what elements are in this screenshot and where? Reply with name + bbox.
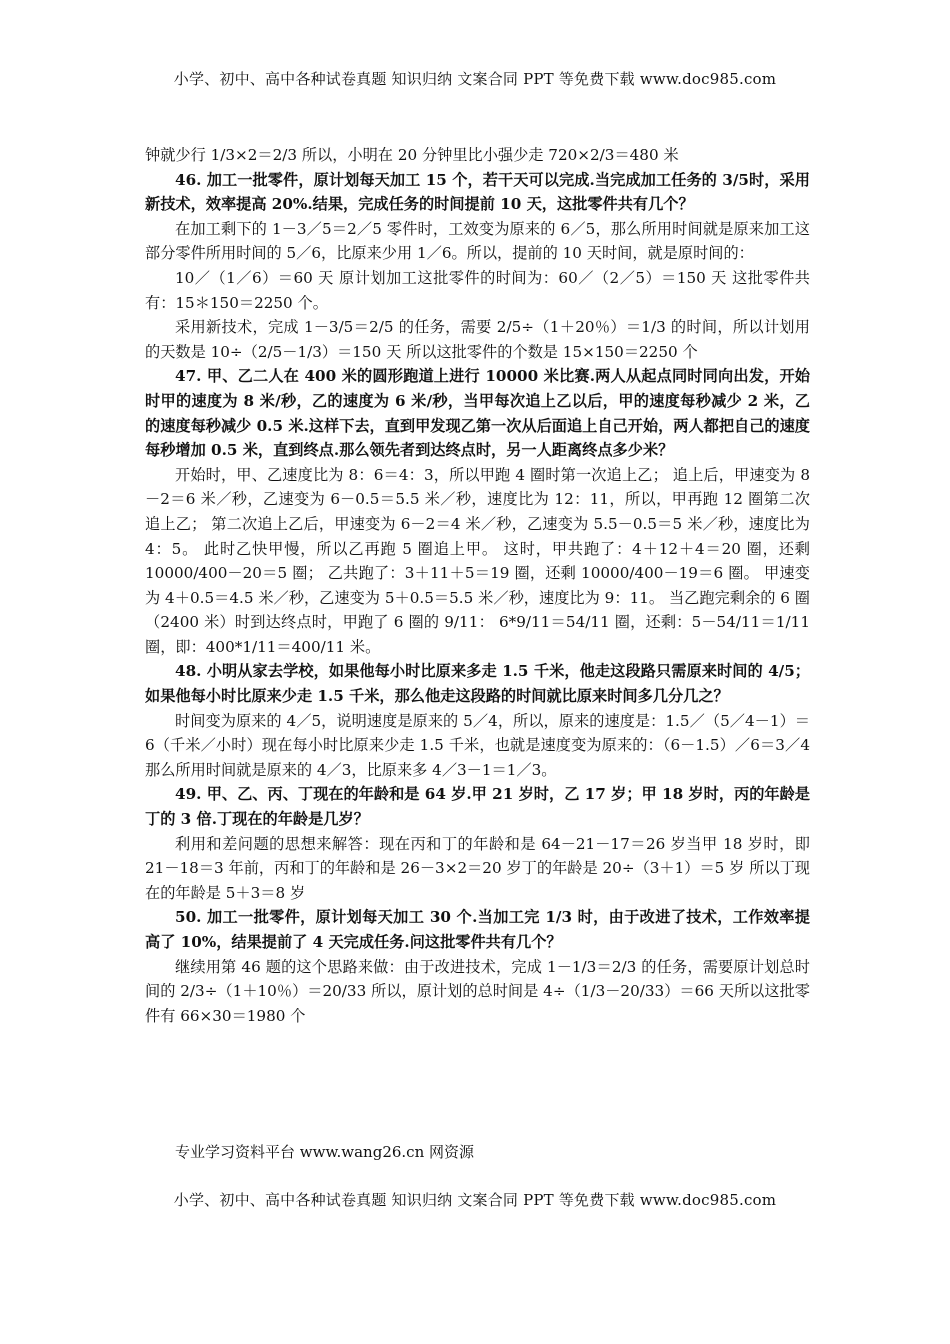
question-46: 46. 加工一批零件，原计划每天加工 15 个，若干天可以完成.当完成加工任务的 3/5时，采用新技术，效率提高 20%.结果，完成任务的时间提前 10 天，这批零件共有几个？ bbox=[145, 170, 810, 214]
document-body bbox=[145, 143, 810, 1028]
source-line: 专业学习资料平台 www.wang26.cn 网资源 bbox=[175, 1143, 475, 1161]
page-footer: 小学、初中、高中各种试卷真题 知识归纳 文案合同 PPT 等免费下载 www.doc985.com bbox=[173, 1191, 777, 1209]
question-47: 47. 甲、乙二人在 400 米的圆形跑道上进行 10000 米比赛.两人从起点同时同向出发，开始时甲的速度为 8 米/秒，乙的速度为 6 米/秒，当甲每次追上乙以后，甲的速度每秒减少 2 米，乙的速度每秒减少 0.5 米.这样下去，直到甲发现乙第一次从后面追上自己开始，两人都把自己的速度每秒增加 0.5 米，直到终点.那么领先者到达终点时，另一人距离终点多少米？ bbox=[145, 367, 810, 460]
answer-48: 时间变为原来的 4／5，说明速度是原来的 5／4，所以，原来的速度是：1.5／（5／4－1）＝6（千米／小时）现在每小时比原来少走 1.5 千米，也就是速度变为原来的：（6－1.5）／6＝3／4 那么所用时间就是原来的 4／3，比原来多 4／3－1＝1／3。 bbox=[145, 711, 810, 779]
question-48: 48. 小明从家去学校，如果他每小时比原来多走 1.5 千米，他走这段路只需原来时间的 4/5；如果他每小时比原来少走 1.5 千米，那么他走这段路的时间就比原来时间多几分几之？ bbox=[145, 662, 810, 706]
answer-47: 开始时，甲、乙速度比为 8：6＝4：3，所以甲跑 4 圈时第一次追上乙； 追上后，甲速变为 8－2＝6 米／秒，乙速变为 6－0.5＝5.5 米／秒，速度比为 12：11，所以，甲再跑 12 圈第二次追上乙； 第二次追上乙后，甲速变为 6－2＝4 米／秒，乙速变为 5.5－0.5＝5 米／秒，速度比为 4：5。 此时乙快甲慢，所以乙再跑 5 圈追上甲。 这时，甲共跑了：4＋12＋4＝20 圈，还剩 10000/400－20＝5 圈； 乙共跑了：3＋11＋5＝19 圈，还剩 10000/400－19＝6 圈。 甲速变为 4＋0.5＝4.5 米／秒，乙速变为 5＋0.5＝5.5 米／秒，速度比为 9：11。 当乙跑完剩余的 6 圈（2400 米）时到达终点时，甲跑了 6 圈的 9/11： 6*9/11＝54/11 圈，还剩：5－54/11＝1/11 圈，即：400*1/11＝400/11 米。 bbox=[145, 465, 810, 656]
answer-46-part-2: 10／（1／6）＝60 天 原计划加工这批零件的时间为：60／（2／5）＝150 天 这批零件共有：15＊150＝2250 个。 bbox=[145, 268, 810, 312]
answer-50: 继续用第 46 题的这个思路来做：由于改进技术，完成 1－1/3＝2/3 的任务，需要原计划总时间的 2/3÷（1＋10％）＝20/33 所以，原计划的总时间是 4÷（1/3－20/33）＝66 天所以这批零件有 66×30＝1980 个 bbox=[145, 957, 810, 1025]
answer-49: 利用和差问题的思想来解答：现在丙和丁的年龄和是 64－21－17＝26 岁当甲 18 岁时，即 21－18＝3 年前，丙和丁的年龄和是 26－3×2＝20 岁丁的年龄是 20÷（3＋1）＝5 岁 所以丁现在的年龄是 5＋3＝8 岁 bbox=[145, 834, 810, 902]
answer-46-part-1: 在加工剩下的 1－3／5＝2／5 零件时，工效变为原来的 6／5，那么所用时间就是原来加工这部分零件所用时间的 5／6，比原来少用 1／6。所以，提前的 10 天时间，就是原时间的： bbox=[145, 219, 810, 263]
page-header: 小学、初中、高中各种试卷真题 知识归纳 文案合同 PPT 等免费下载 www.doc985.com bbox=[173, 70, 777, 88]
question-49: 49. 甲、乙、丙、丁现在的年龄和是 64 岁.甲 21 岁时，乙 17 岁；甲 18 岁时，丙的年龄是丁的 3 倍.丁现在的年龄是几岁？ bbox=[145, 785, 810, 829]
answer-46-part-3: 采用新技术，完成 1－3/5＝2/5 的任务，需要 2/5÷（1＋20％）＝1/3 的时间，所以计划用的天数是 10÷（2/5－1/3）＝150 天 所以这批零件的个数是 15×150＝2250 个 bbox=[145, 318, 810, 361]
question-50: 50. 加工一批零件，原计划每天加工 30 个.当加工完 1/3 时，由于改进了技术，工作效率提高了 10%，结果提前了 4 天完成任务.问这批零件共有几个？ bbox=[145, 908, 810, 951]
continuation-text: 钟就少行 1/3×2＝2/3 所以，小明在 20 分钟里比小强少走 720×2/3＝480 米 bbox=[145, 146, 679, 164]
